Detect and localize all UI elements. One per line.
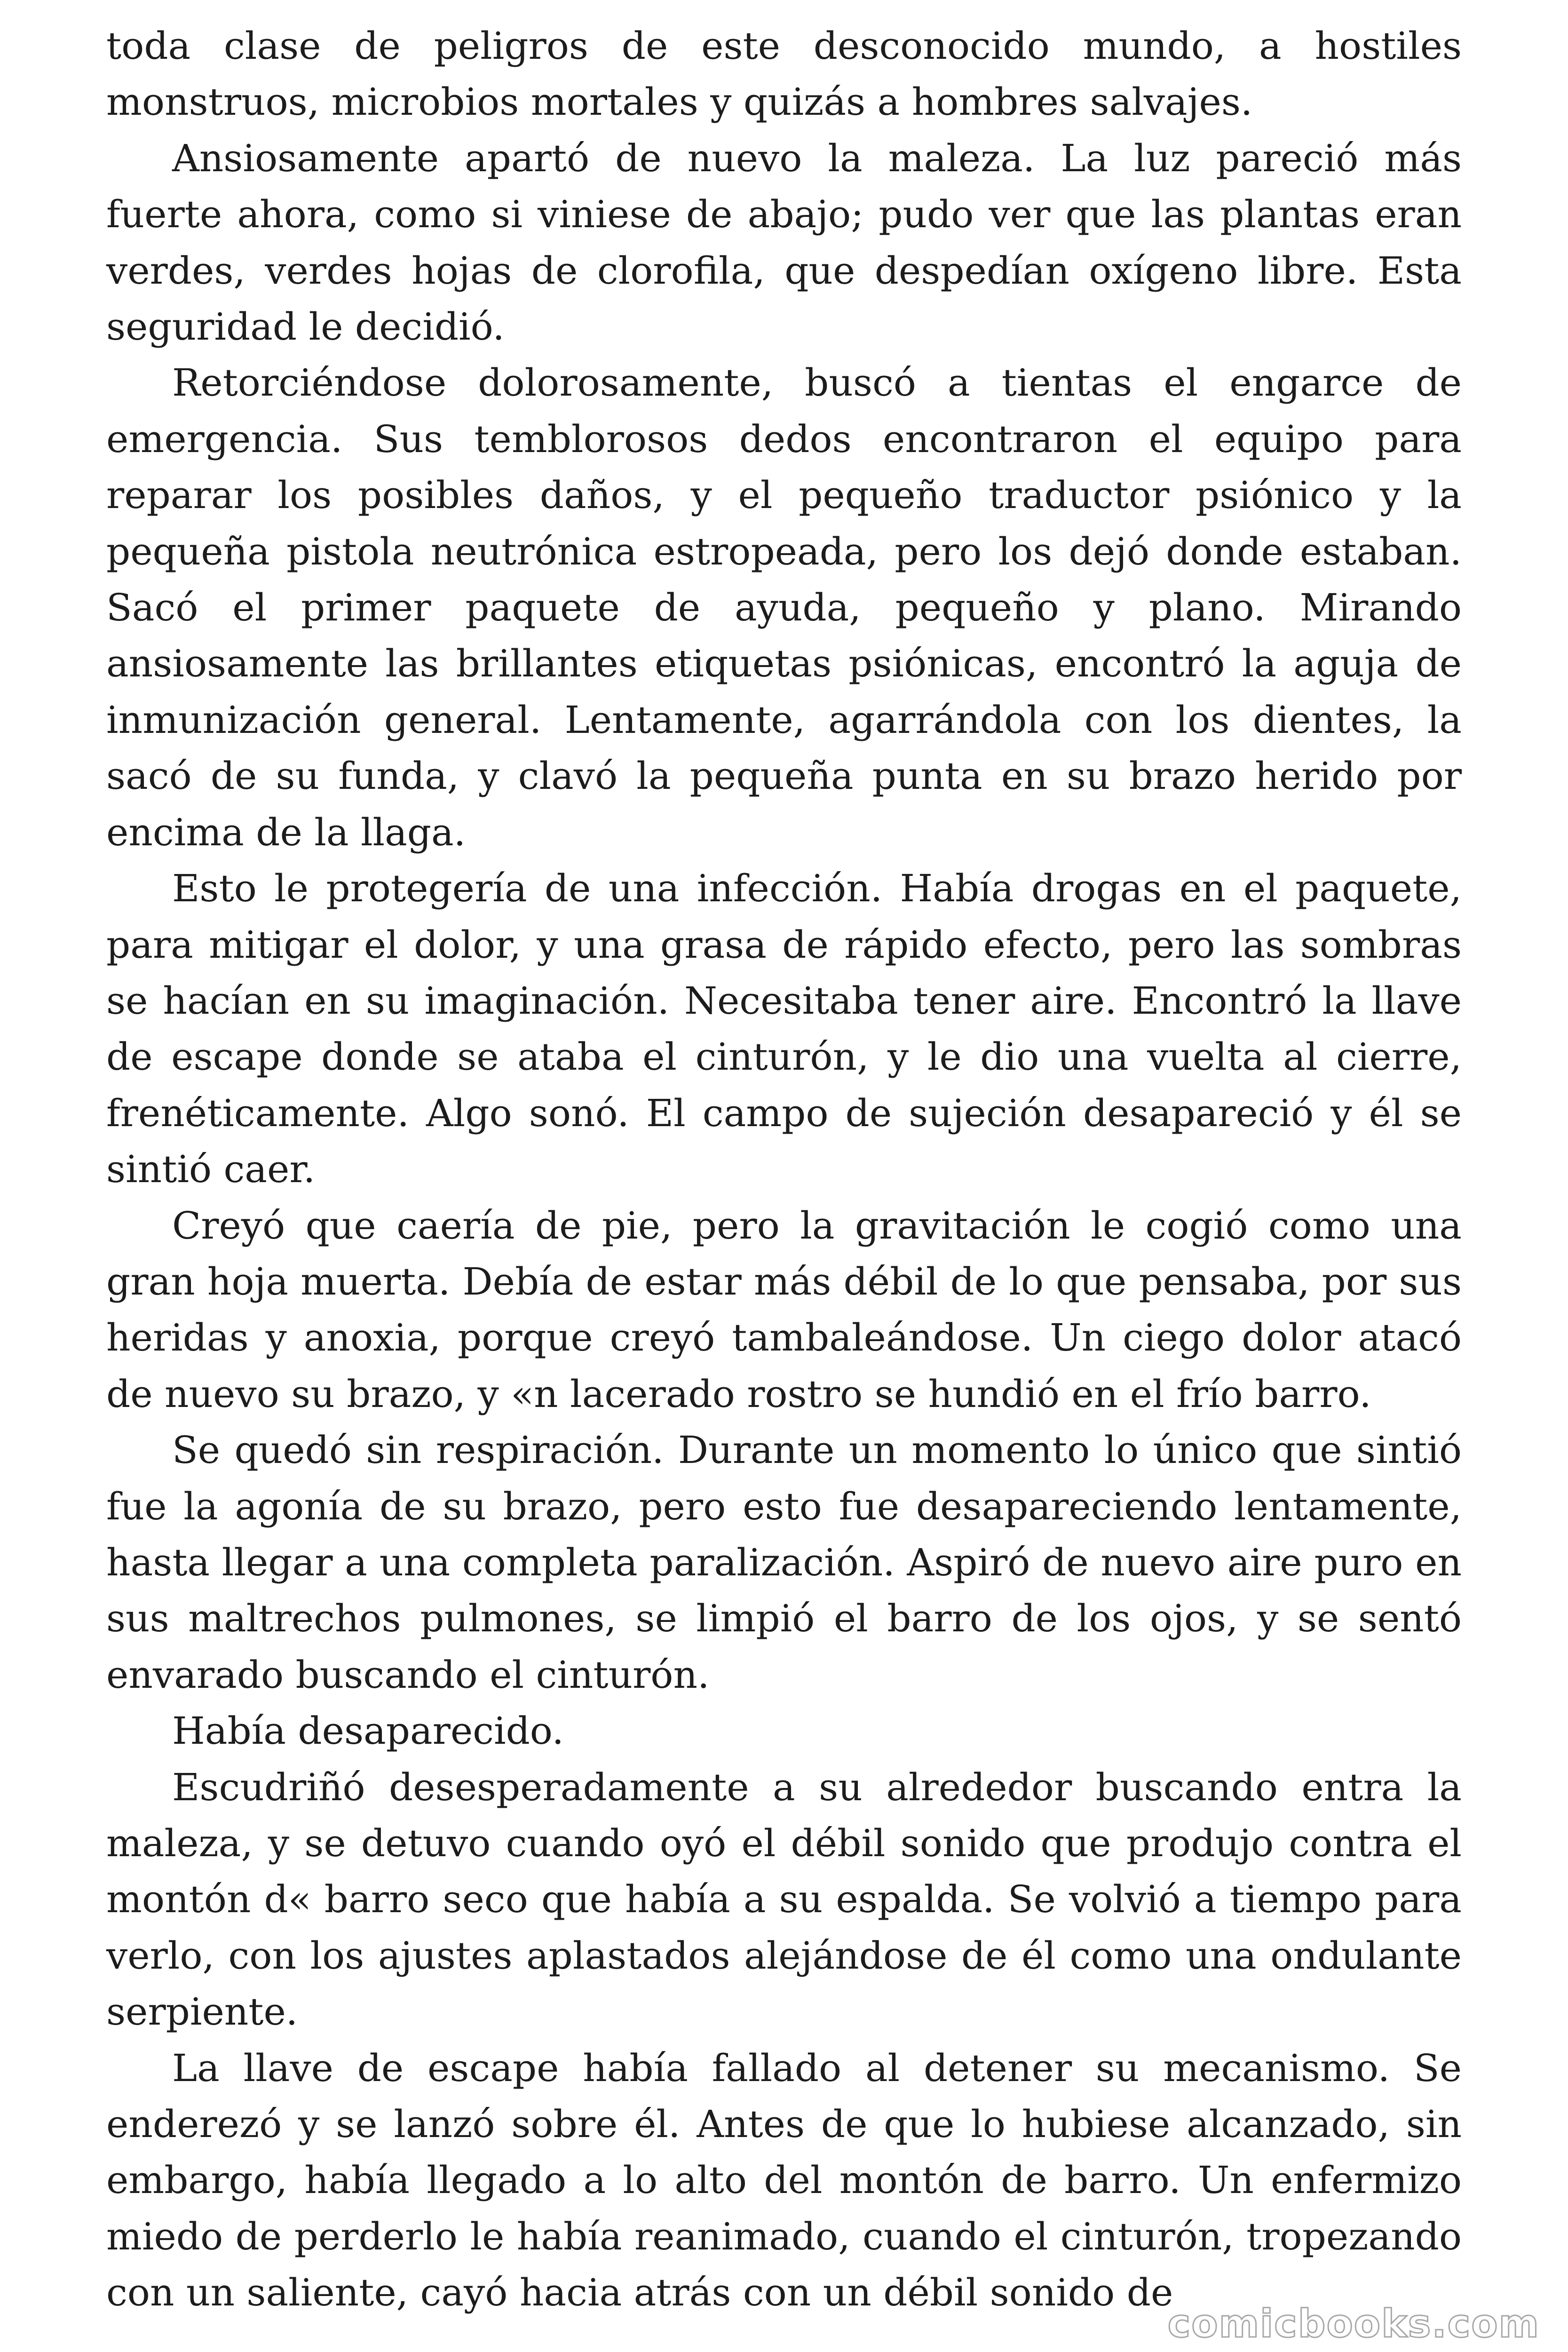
paragraph: Esto le protegería de una infección. Había drogas en el paquete, para mitigar el dolor, y una grasa de rápido efecto, pero las sombras se hacían en su imaginación. Necesitaba tener aire. Encontró la llave de escape donde se ataba el cinturón, y le dio una vuelta al cierre, frenéticamente. Algo sonó. El campo de sujeción desapareció y él se sintió caer. bbox=[106, 866, 1462, 1192]
paragraph: Ansiosamente apartó de nuevo la maleza. La luz pareció más fuerte ahora, como si viniese de abajo; pudo ver que las plantas eran verdes, verdes hojas de clorofila, que despedían oxígeno libre. Esta seguridad le decidió. bbox=[106, 136, 1462, 349]
watermark: comicbooks.com bbox=[1167, 2302, 1540, 2346]
paragraph: Escudriñó desesperadamente a su alrededor buscando entra la maleza, y se detuvo cuando oyó el débil sonido que produjo contra el montón d« barro seco que había a su espalda. Se volvió a tiempo para verlo, con los ajustes aplastados alejándose de él como una ondulante serpiente. bbox=[106, 1765, 1462, 2034]
paragraph: Se quedó sin respiración. Durante un momento lo único que sintió fue la agonía de su brazo, pero esto fue desapareciendo lentamente, hasta llegar a una completa paralización. Aspiró de nuevo aire puro en sus maltrechos pulmones, se limpió el barro de los ojos, y se sentó envarado buscando el cinturón. bbox=[106, 1428, 1462, 1697]
paragraph: Retorciéndose dolorosamente, buscó a tientas el engarce de emergencia. Sus temblorosos dedos encontraron el equipo para reparar los posibles daños, y el pequeño traductor psiónico y la pequeña pistola neutrónica estropeada, pero los dejó donde estaban. Sacó el primer paquete de ayuda, pequeño y plano. Mirando ansiosamente las brillantes etiquetas psiónicas, encontró la aguja de inmunización general. Lentamente, agarrándola con los dientes, la sacó de su funda, y clavó la pequeña punta en su brazo herido por encima de la llaga. bbox=[106, 361, 1462, 854]
paragraph: Había desaparecido. bbox=[172, 1709, 564, 1753]
paragraph-continuation: toda clase de peligros de este desconocido mundo, a hostiles monstruos, microbios mortales y quizás a hombres salvajes. bbox=[106, 24, 1462, 124]
page-text-body bbox=[106, 18, 1462, 2321]
paragraph: La llave de escape había fallado al detener su mecanismo. Se enderezó y se lanzó sobre él. Antes de que lo hubiese alcanzado, sin embargo, había llegado a lo alto del montón de barro. Un enfermizo miedo de perderlo le había reanimado, cuando el cinturón, tropezando con un saliente, cayó hacia atrás con un débil sonido de bbox=[106, 2046, 1462, 2315]
paragraph: Creyó que caería de pie, pero la gravitación le cogió como una gran hoja muerta. Debía de estar más débil de lo que pensaba, por sus heridas y anoxia, porque creyó tambaleándose. Un ciego dolor atacó de nuevo su brazo, y «n lacerado rostro se hundió en el frío barro. bbox=[106, 1203, 1462, 1416]
